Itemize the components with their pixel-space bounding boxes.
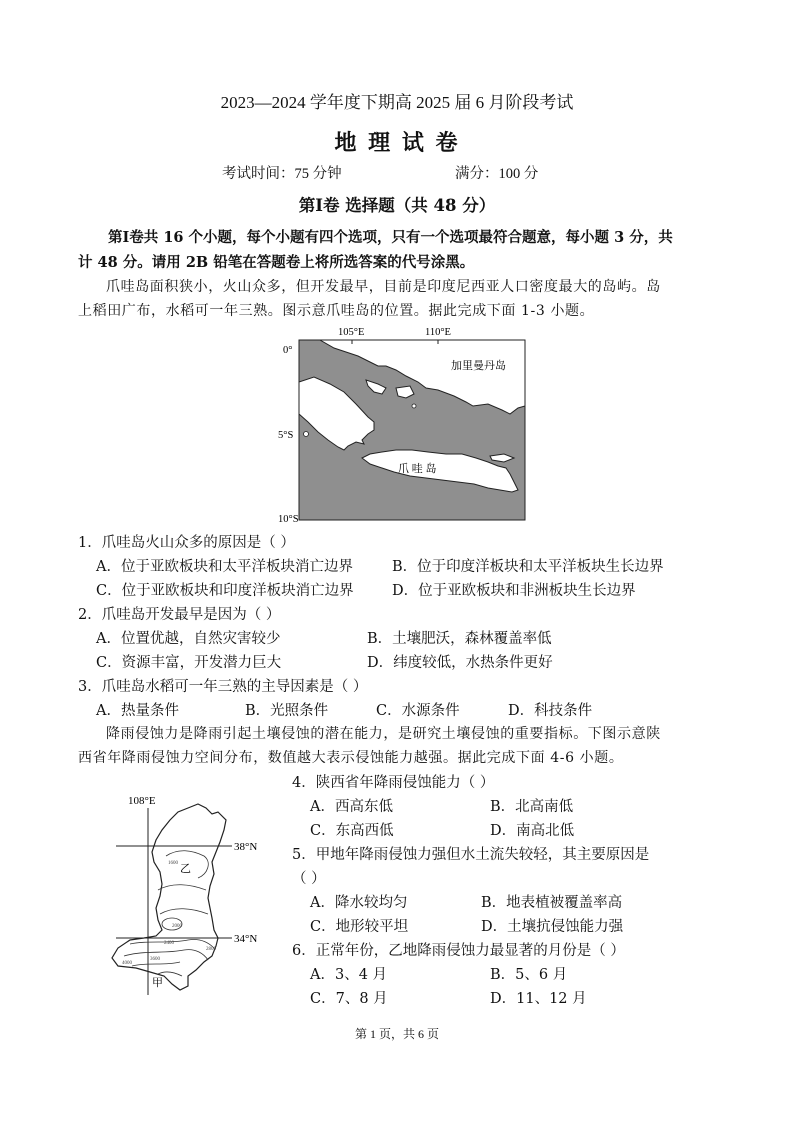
q6-option-c[interactable]: C．7、8 月	[310, 991, 388, 1007]
section-title: 第Ⅰ卷 选择题（共 48 分）	[298, 196, 496, 215]
exam-title: 2023—2024 学年度下期高 2025 届 6 月阶段考试	[220, 93, 574, 112]
passage2-line2: 西省年降雨侵蚀力空间分布，数值越大表示侵蚀能力越强。据此完成下面 4-6 小题。	[78, 750, 624, 766]
q3-stem: 3．爪哇岛水稻可一年三熟的主导因素是（ ）	[78, 679, 368, 695]
section-instruction-line1: 第Ⅰ卷共 16 个小题，每个小题有四个选项，只有一个选项最符合题意，每小题 3 分，共	[108, 229, 673, 246]
q2-option-a[interactable]: A．位置优越，自然灾害较少	[96, 631, 281, 647]
full-score: 满分：100 分	[455, 166, 539, 182]
map1-lat-10s: 10°S	[278, 514, 299, 525]
q6-option-d[interactable]: D．11、12 月	[490, 991, 587, 1007]
section-instruction-line2: 计 48 分。请用 2B 铅笔在答题卷上将所选答案的代号涂黑。	[78, 254, 475, 271]
q4-option-b[interactable]: B．北高南低	[490, 799, 574, 815]
map2-lat-38: 38°N	[234, 841, 258, 853]
q1-stem: 1．爪哇岛火山众多的原因是（ ）	[78, 535, 295, 551]
map1-lon-105: 105°E	[338, 327, 365, 338]
map1-java-label: 爪 哇 岛	[398, 463, 437, 475]
q3-option-b[interactable]: B．光照条件	[245, 703, 329, 719]
q2-option-b[interactable]: B．土壤肥沃，森林覆盖率低	[367, 631, 552, 647]
q5-option-c[interactable]: C．地形较平坦	[310, 919, 409, 935]
q5-stem-bracket: （ ）	[292, 871, 326, 887]
q4-stem: 4．陕西省年降雨侵蚀能力（ ）	[292, 775, 495, 791]
q1-option-b[interactable]: B．位于印度洋板块和太平洋板块生长边界	[392, 559, 664, 575]
exam-time: 考试时间：75 分钟	[222, 166, 342, 182]
q1-option-d[interactable]: D．位于亚欧板块和非洲板块生长边界	[392, 583, 636, 599]
map2-contour-2400: 2400	[164, 941, 174, 946]
q3-option-a[interactable]: A．热量条件	[96, 703, 179, 719]
q2-option-d[interactable]: D．纬度较低，水热条件更好	[367, 655, 553, 671]
map2-contour-3600: 3600	[150, 957, 160, 962]
q4-option-a[interactable]: A．西高东低	[310, 799, 393, 815]
q4-option-d[interactable]: D．南高北低	[490, 823, 575, 839]
map2-lon-108: 108°E	[128, 795, 156, 807]
q3-option-d[interactable]: D．科技条件	[508, 703, 593, 719]
map1-lat-0: 0°	[283, 345, 293, 356]
map2-lat-34: 34°N	[234, 933, 258, 945]
q2-stem: 2．爪哇岛开发最早是因为（ ）	[78, 607, 281, 623]
q6-stem: 6．正常年份，乙地降雨侵蚀力最显著的月份是（ ）	[292, 943, 625, 959]
passage1-line2: 上稻田广布，水稻可一年三熟。图示意爪哇岛的位置。据此完成下面 1-3 小题。	[78, 303, 595, 319]
map2-label-yi: 乙	[180, 863, 191, 875]
map2-contour-2000: 2000	[172, 924, 182, 929]
shaanxi-erosivity-map	[108, 790, 288, 1002]
q5-option-b[interactable]: B．地表植被覆盖率高	[481, 895, 623, 911]
map1-lat-5s: 5°S	[278, 430, 294, 441]
map1-kalimantan-label: 加里曼丹岛	[451, 360, 506, 372]
q6-option-b[interactable]: B．5、6 月	[490, 967, 568, 983]
q2-option-c[interactable]: C．资源丰富，开发潜力巨大	[96, 655, 282, 671]
q5-option-d[interactable]: D．土壤抗侵蚀能力强	[481, 919, 624, 935]
q6-option-a[interactable]: A．3、4 月	[310, 967, 388, 983]
q4-option-c[interactable]: C．东高西低	[310, 823, 394, 839]
q3-option-c[interactable]: C．水源条件	[376, 703, 460, 719]
map2-contour-4000: 4000	[122, 961, 132, 966]
subject-title: 地 理 试 卷	[334, 130, 460, 156]
java-location-map	[278, 322, 540, 528]
map2-contour-1600: 1600	[168, 861, 178, 866]
passage2-line1: 降雨侵蚀力是降雨引起土壤侵蚀的潜在能力，是研究土壤侵蚀的重要指标。下图示意陕	[106, 726, 661, 742]
page-footer: 第 1 页，共 6 页	[354, 1027, 439, 1041]
map1-lon-110: 110°E	[425, 327, 451, 338]
map2-label-jia: 甲	[152, 977, 163, 989]
map2-contour-2800: 2800	[206, 947, 216, 952]
q5-stem: 5．甲地年降雨侵蚀力强但水土流失较轻，其主要原因是	[292, 847, 650, 863]
passage1-line1: 爪哇岛面积狭小，火山众多，但开发最早，目前是印度尼西亚人口密度最大的岛屿。岛	[106, 279, 661, 295]
q5-option-a[interactable]: A．降水较均匀	[310, 895, 408, 911]
q1-option-a[interactable]: A．位于亚欧板块和太平洋板块消亡边界	[96, 559, 353, 575]
q1-option-c[interactable]: C．位于亚欧板块和印度洋板块消亡边界	[96, 583, 354, 599]
